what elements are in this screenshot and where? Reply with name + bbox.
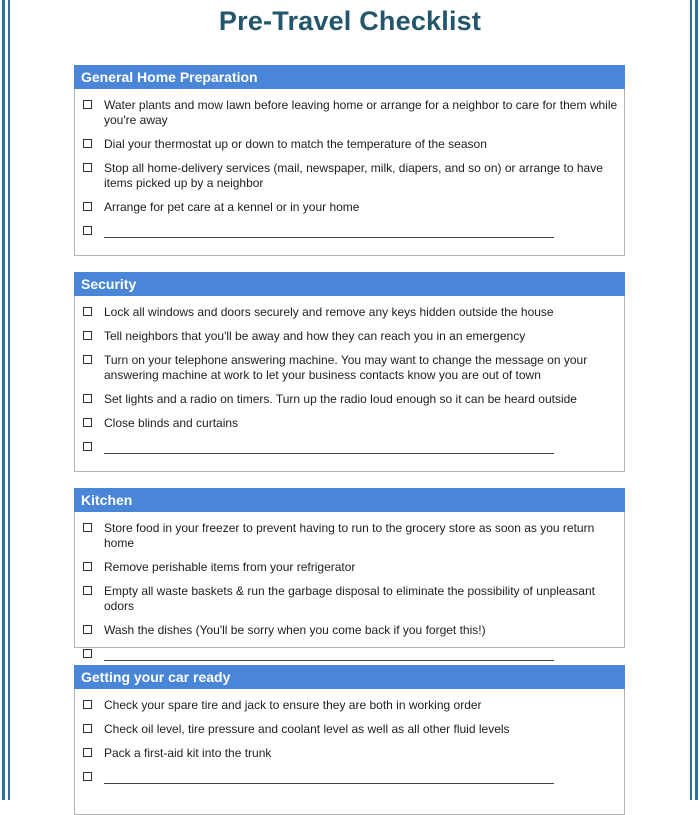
checkbox[interactable]: [83, 649, 92, 658]
checkbox[interactable]: [83, 226, 92, 235]
section-heading: General Home Preparation: [74, 65, 625, 89]
section-security: [74, 272, 625, 472]
section-kitchen: [74, 488, 625, 648]
checklist-item: [75, 722, 624, 737]
checklist-item: [75, 623, 624, 638]
checklist-item: [75, 698, 624, 713]
item-text: Tell neighbors that you'll be away and how they can reach you in an emergency: [104, 329, 526, 343]
item-text: Turn on your telephone answering machine. You may want to change the message on your answering machine at work to let your business contacts know you are out of town: [104, 353, 588, 382]
checkbox[interactable]: [83, 355, 92, 364]
item-text: Arrange for pet care at a kennel or in your home: [104, 200, 360, 214]
checklist-item-blank: [75, 440, 624, 454]
checkbox[interactable]: [83, 772, 92, 781]
item-text: Store food in your freezer to prevent having to run to the grocery store as soon as you return home: [104, 521, 595, 550]
checklist-item-blank: [75, 224, 624, 238]
blank-write-in-line[interactable]: [104, 770, 554, 784]
checklist-item: [75, 746, 624, 761]
checkbox[interactable]: [83, 625, 92, 634]
checklist-item: [75, 521, 624, 551]
checkbox[interactable]: [83, 139, 92, 148]
checkbox[interactable]: [83, 100, 92, 109]
checkbox[interactable]: [83, 586, 92, 595]
checklist-item: [75, 200, 624, 215]
checklist-item: [75, 98, 624, 128]
item-text: Lock all windows and doors securely and remove any keys hidden outside the house: [104, 305, 554, 319]
item-text: Dial your thermostat up or down to match the temperature of the season: [104, 137, 487, 151]
blank-write-in-line[interactable]: [104, 647, 554, 661]
item-text: Empty all waste baskets & run the garbage disposal to eliminate the possibility of unpleasant odors: [104, 584, 595, 613]
item-text: Check oil level, tire pressure and coolant level as well as all other fluid levels: [104, 722, 510, 736]
checkbox[interactable]: [83, 724, 92, 733]
checkbox[interactable]: [83, 700, 92, 709]
checkbox[interactable]: [83, 331, 92, 340]
checkbox[interactable]: [83, 523, 92, 532]
checklist-item: [75, 560, 624, 575]
section-heading: Getting your car ready: [74, 665, 625, 689]
section-heading: Security: [74, 272, 625, 296]
section-heading: Kitchen: [74, 488, 625, 512]
checklist-item: [75, 329, 624, 344]
item-text: Set lights and a radio on timers. Turn up the radio loud enough so it can be heard outside: [104, 392, 577, 406]
checkbox[interactable]: [83, 202, 92, 211]
checkbox[interactable]: [83, 562, 92, 571]
checkbox[interactable]: [83, 307, 92, 316]
page-border-left-outer: [2, 0, 5, 800]
checklist-item: [75, 584, 624, 614]
page-border-left-inner: [8, 0, 10, 800]
checklist-item: [75, 392, 624, 407]
section-getting-your-car-ready: [74, 665, 625, 815]
checklist-item: [75, 353, 624, 383]
page-border-right-outer: [695, 0, 698, 800]
checkbox[interactable]: [83, 394, 92, 403]
checklist-item: [75, 305, 624, 320]
item-text: Remove perishable items from your refrigerator: [104, 560, 356, 574]
item-text: Stop all home-delivery services (mail, newspaper, milk, diapers, and so on) or arrange to have items picked up by a neighbor: [104, 161, 603, 190]
item-text: Water plants and mow lawn before leaving home or arrange for a neighbor to care for them while you're away: [104, 98, 618, 127]
blank-write-in-line[interactable]: [104, 224, 554, 238]
checkbox[interactable]: [83, 748, 92, 757]
section-general-home-preparation: [74, 65, 625, 256]
item-text: Wash the dishes (You'll be sorry when you come back if you forget this!): [104, 623, 486, 637]
item-text: Pack a first-aid kit into the trunk: [104, 746, 272, 760]
checkbox[interactable]: [83, 163, 92, 172]
page-border-right-inner: [690, 0, 692, 800]
checklist-item-blank: [75, 770, 624, 784]
checklist-item: [75, 161, 624, 191]
checkbox[interactable]: [83, 418, 92, 427]
checklist-item: [75, 137, 624, 152]
page-title: Pre-Travel Checklist: [218, 6, 482, 36]
item-text: Check your spare tire and jack to ensure they are both in working order: [104, 698, 482, 712]
item-text: Close blinds and curtains: [104, 416, 239, 430]
blank-write-in-line[interactable]: [104, 440, 554, 454]
checklist-item-blank: [75, 647, 624, 661]
checklist-item: [75, 416, 624, 431]
checkbox[interactable]: [83, 442, 92, 451]
